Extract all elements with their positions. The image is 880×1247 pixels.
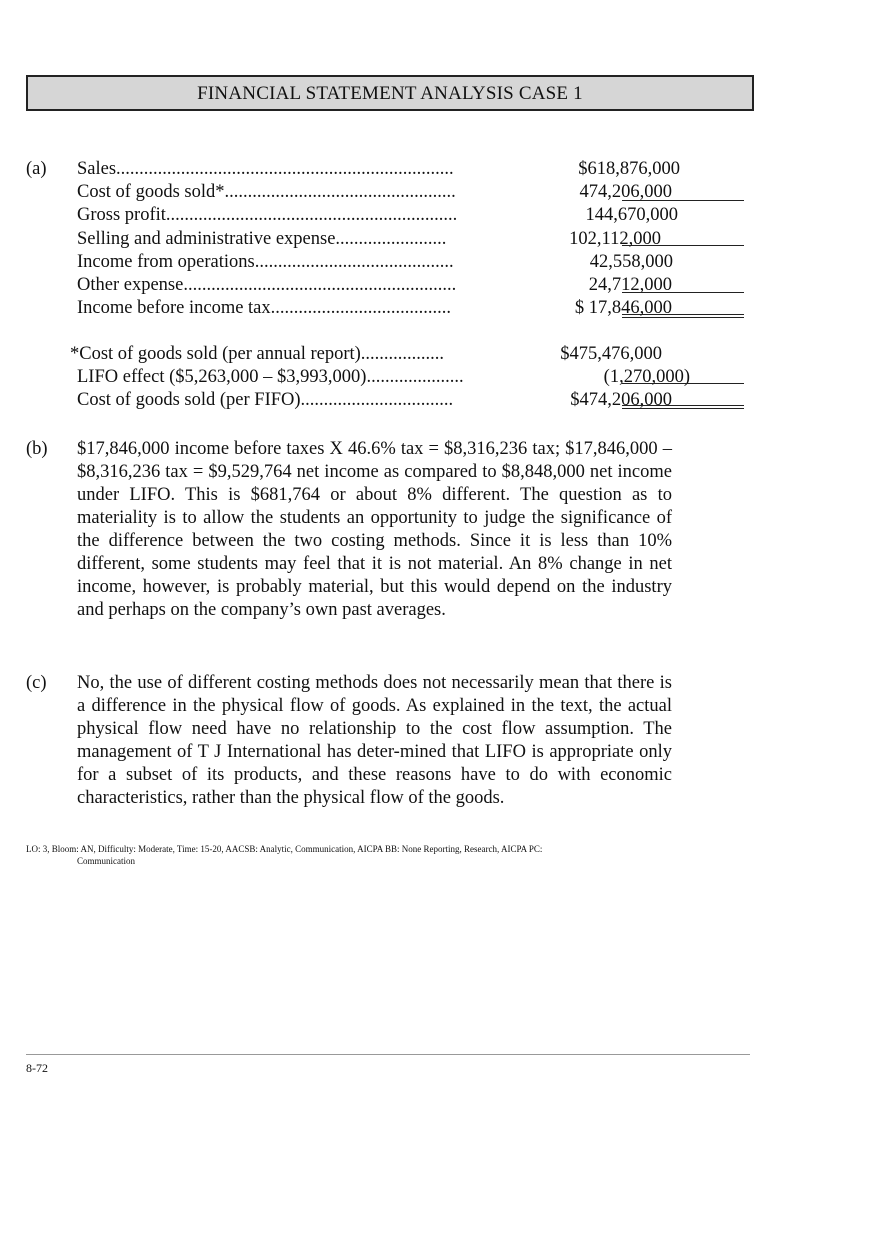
part-a-marker: (a) [26,159,47,179]
part-b-paragraph: $17,846,000 income before taxes X 46.6% tax = $8,316,236 tax; $17,846,000 – $8,316,236 tax = $9,529,764 net income as compared to $8,848,000 net income under LIFO. This is $681,764 or about 8% different. The question as to materiality is to allow the students an opportunity to judge the significance of the difference between the two costing methods. Since it is less than 10% different, some students may feel that it is not material. An 8% change in net income, however, is probably material, but this would depend on the industry and perhaps on the company’s own past averages. [77,439,672,620]
footer-divider [26,1054,750,1055]
underline [622,292,744,293]
row-label: Cost of goods sold*.................................................. [77,182,456,202]
row-amount: $ 17,846,000 [574,298,672,318]
row-amount: 42,558,000 [589,252,673,272]
learning-objective-tags [26,843,676,867]
row-label: LIFO effect ($5,263,000 – $3,993,000)..................... [77,367,464,387]
double-underline [622,405,744,406]
row-amount: (1,270,000) [603,367,690,387]
double-underline [622,314,744,315]
row-label: *Cost of goods sold (per annual report).................. [70,344,445,364]
double-underline [622,317,744,318]
row-label: Gross profit............................................................... [77,205,458,225]
row-amount: 102,112,000 [569,229,661,249]
underline [622,200,744,201]
row-label: Cost of goods sold (per FIFO)................................. [77,390,454,410]
row-amount: $475,476,000 [560,344,662,364]
row-label: Sales......................................................................... [77,159,454,179]
row-label: Income before income tax....................................... [77,298,452,318]
lo-line-2: Communication [77,856,135,866]
lo-line-1: LO: 3, Bloom: AN, Difficulty: Moderate, Time: 15-20, AACSB: Analytic, Communication, AICPA BB: None Reporting, Research, AICPA PC: [26,844,543,854]
row-amount: 474,206,000 [579,182,672,202]
page-title: FINANCIAL STATEMENT ANALYSIS CASE 1 [26,75,754,111]
row-amount: 24,712,000 [588,275,672,295]
part-b-marker: (b) [26,439,48,459]
part-c-marker: (c) [26,673,47,693]
underline [622,383,744,384]
underline [622,245,744,246]
page-number: 8-72 [26,1061,48,1075]
row-label: Income from operations........................................... [77,252,454,272]
row-amount: $474,206,000 [570,390,672,410]
row-amount: 144,670,000 [585,205,678,225]
row-label: Other expense........................................................... [77,275,457,295]
row-amount: $618,876,000 [578,159,680,179]
part-c-paragraph: No, the use of different costing methods does not necessarily mean that there is a difference in the physical flow of goods. As explained in the text, the actual physical flow need have no relationship to the cost flow assumption. The management of T J International has deter-mined that LIFO is appropriate only for a subset of its products, and these reasons have to do with economic characteristics, rather than the physical flow of the goods. [77,673,672,808]
double-underline [622,408,744,409]
row-label: Selling and administrative expense........................ [77,229,447,249]
